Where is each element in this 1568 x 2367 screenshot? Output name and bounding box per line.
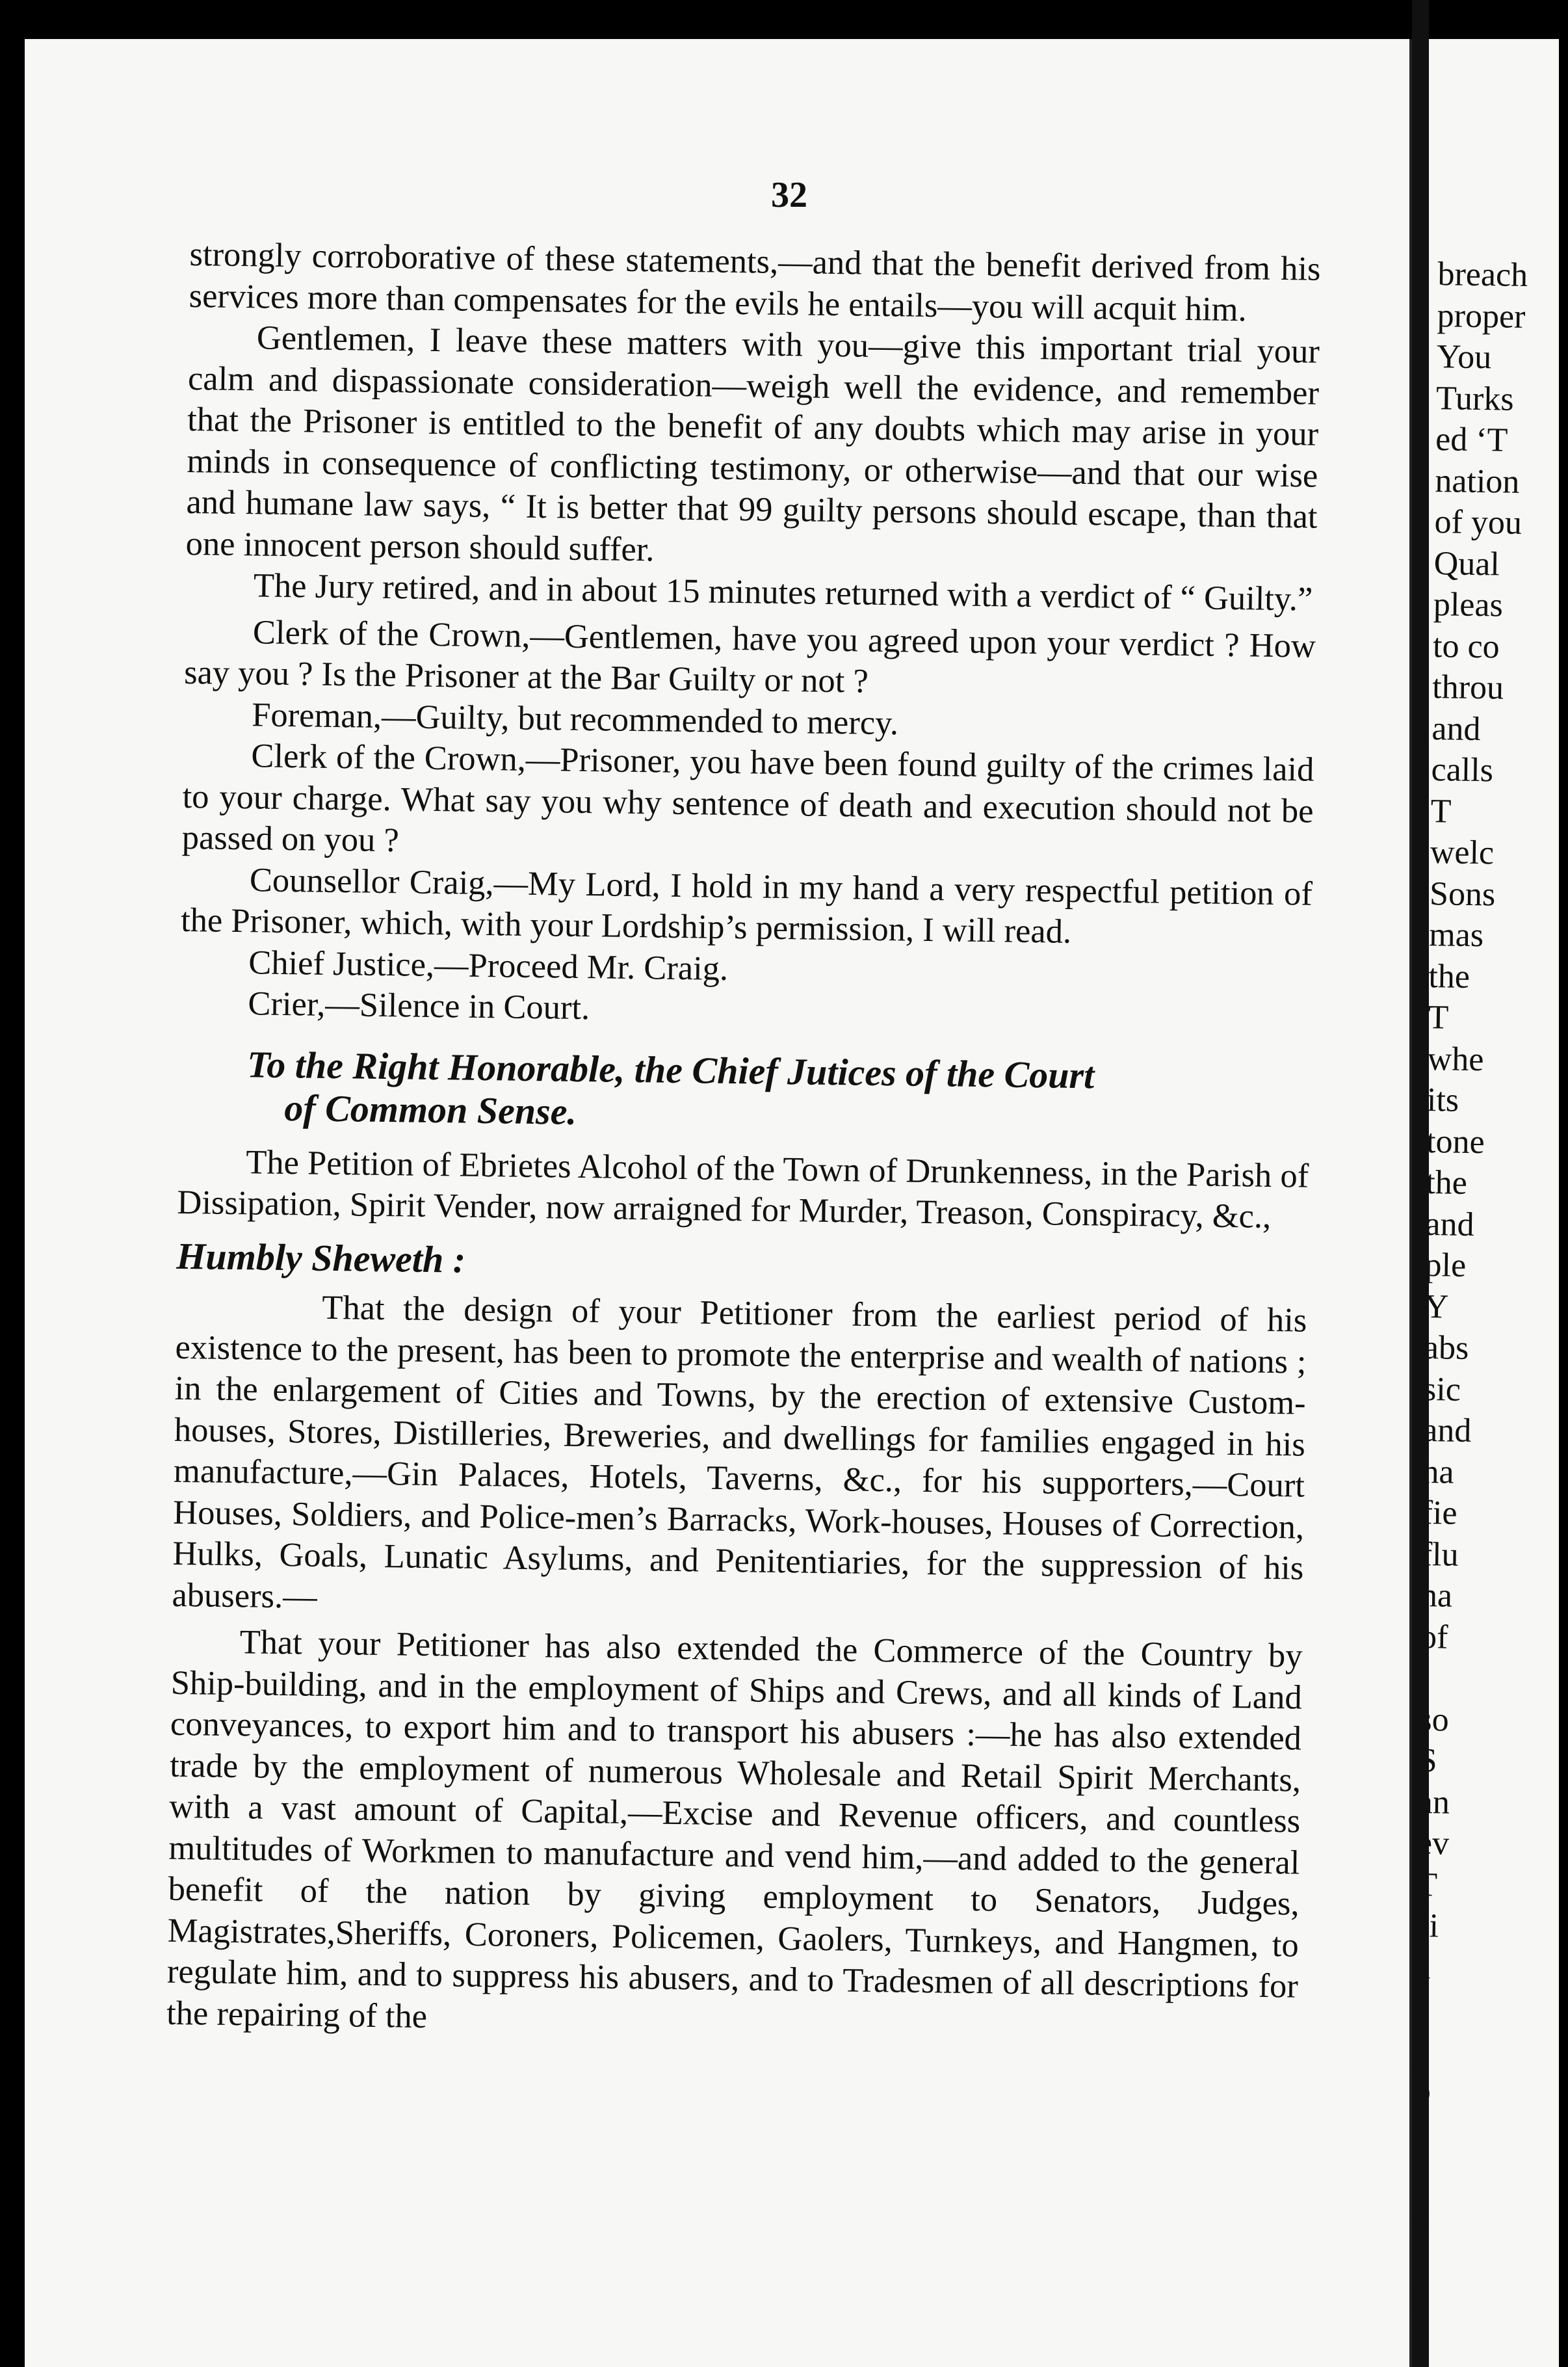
- right-page-fragment: nation: [1435, 462, 1520, 501]
- right-page-fragment: j: [1414, 2031, 1424, 2069]
- right-page-fragment: Turks: [1435, 379, 1514, 418]
- right-page-fragment: [1413, 2111, 1544, 2154]
- right-page-fragment: breach: [1437, 256, 1528, 294]
- petition-intro: The Petition of Ebrietes Alcohol of the Town of Drunkenness, in the Parish of Dissipation, Spirit Vender, now arraigned for Murder, Treason, Conspiracy, &c.,: [177, 1143, 1309, 1236]
- right-page-fragment: I: [1411, 2279, 1423, 2316]
- right-page-fragment: ed ‘T: [1435, 421, 1508, 459]
- right-page-fragment: ha: [1420, 1577, 1453, 1615]
- paragraph-clerk-verdict: Clerk of the Crown,—Gentlemen, have you agreed upon your verdict ? How say you ? Is the Prisoner at the Bar Guilty or not ?: [183, 613, 1316, 700]
- right-page-fragment: Y: [1424, 1288, 1449, 1326]
- right-page-fragment: sic: [1422, 1370, 1461, 1408]
- right-page-fragment: ha: [1422, 1453, 1454, 1491]
- paragraph-gentlemen: Gentlemen, I leave these matters with you—give this important trial your calm and dispassionate consideration—weigh well the evidence, and remember that the Prisoner is entitled to the benefit of any doubts which may arise in your minds in consequence of conflicting testimony, or otherwise—and that our wise and humane law says, “ It is better that 99 guilty persons should escape, than that one innocent person should suffer.: [185, 319, 1320, 568]
- right-page-fragment: c: [1412, 2196, 1428, 2234]
- right-page-fragment: throu: [1431, 668, 1504, 707]
- right-page-fragment: and: [1422, 1412, 1472, 1450]
- paragraph-closing-argument: strongly corroborative of these statements,—and that the benefit derived from his services more than compensates for the evils he entails—you will acquit him.: [189, 235, 1321, 328]
- petition-heading-line1: To the Right Honorable, the Chief Jutices of the Court: [246, 1042, 1095, 1096]
- right-page-fragment: You: [1436, 338, 1492, 377]
- right-page-fragment: S: [1418, 1741, 1437, 1780]
- right-page-fragment: abs: [1423, 1329, 1469, 1367]
- right-page-fragment: T: [1428, 999, 1449, 1037]
- right-page-fragment: Sons: [1429, 875, 1496, 913]
- right-page-fragment: ev: [1417, 1824, 1450, 1862]
- right-page-fragment: of: [1419, 1618, 1448, 1656]
- right-page-fragment: its: [1426, 1081, 1459, 1119]
- paragraph-chief-justice: Chief Justice,—Proceed Mr. Craig.: [248, 943, 729, 988]
- right-page-fragment: of you: [1434, 503, 1522, 542]
- right-page-fragment: and: [1431, 709, 1481, 748]
- right-page-fragment: to co: [1432, 627, 1500, 665]
- right-page-fragment: T: [1416, 1866, 1438, 1903]
- paragraph-jury-retired: The Jury retired, and in about 15 minutes returned with a verdict of “ Guilty.”: [253, 566, 1313, 618]
- right-page-fragment: tone: [1426, 1122, 1485, 1161]
- right-page-fragment: a: [1415, 1948, 1431, 1986]
- right-page-fragment: an: [1417, 1783, 1450, 1821]
- petition-paragraph-2: That your Petitioner has also extended the Commerce of the Country by Ship-building, and in the employment of Ships and Crews, and all kinds of Land conveyances, to export him and to transport his abusers :—he has also extended trade by the employment of numerous Wholesale and Retail Spirit Merchants, with a vast amount of Capital,—Excise and Revenue officers, and countless multitudes of Workmen to manufacture and vend him,—and added to the general benefit of the nation by giving employment to Senators, Judges, Magistrates,Sheriffs, Coroners, Policemen, Gaolers, Turnkeys, and Hangmen, to regulate him, and to suppress his abusers, and to Tradesmen of all descriptions for the repairing of the: [166, 1623, 1303, 2035]
- right-page-fragment: T: [1430, 792, 1452, 830]
- right-page-fragment: [1411, 2236, 1542, 2279]
- right-page-fragment: fie: [1421, 1494, 1457, 1532]
- right-page-fragment: so: [1418, 1700, 1450, 1739]
- right-page-fragment: whe: [1427, 1040, 1484, 1078]
- paragraph-counsellor: Counsellor Craig,—My Lord, I hold in my hand a very respectful petition of the Prisoner, which, with your Lordship’s permission, I will read.: [180, 860, 1313, 951]
- right-page-fragment: and: [1425, 1205, 1474, 1243]
- right-page-fragment: p: [1413, 2072, 1431, 2110]
- right-page-fragment: pleas: [1433, 586, 1504, 624]
- right-page: [1411, 39, 1559, 2367]
- right-page-text: [1402, 254, 1568, 2320]
- page-body: [166, 234, 1321, 2049]
- petition-heading: [178, 1042, 1311, 1143]
- right-page-fragment: the: [1428, 957, 1470, 996]
- right-page-fragment: calls: [1431, 751, 1494, 789]
- right-page-fragment: welc: [1430, 834, 1495, 872]
- right-page-fragment: ple: [1424, 1247, 1467, 1284]
- petition-heading-line2: of Common Sense.: [284, 1086, 577, 1133]
- right-page-fragment: s: [1415, 1989, 1429, 2028]
- right-page-fragment: [1413, 2153, 1543, 2196]
- petition-sheweth: Humbly Sheweth :: [176, 1234, 466, 1281]
- paragraph-crier: Crier,—Silence in Court.: [248, 985, 590, 1027]
- right-page-fragment: [1419, 1658, 1550, 1700]
- right-page-fragment: proper: [1437, 297, 1526, 336]
- petition-paragraph-1: That the design of your Petitioner from the earliest period of his existence to the present, has been to promote the enterprise and wealth of nations ; in the enlargement of Cities and Towns, by the erection of extensive Custom-houses, Stores, Distilleries, Breweries, and dwellings for families engaged in his manufacture,—Gin Palaces, Hotels, Taverns, &c., for his supporters,—Court Houses, Soldiers, and Police-men’s Barracks, Work-houses, Houses of Correction, Hulks, Goals, Lunatic Asylums, and Penitentiaries, for the suppression of his abusers.—: [172, 1288, 1307, 1616]
- right-page-fragment: the: [1425, 1164, 1468, 1202]
- right-page-fragment: Qual: [1433, 544, 1500, 583]
- paragraph-foreman: Foreman,—Guilty, but recommended to mercy.: [251, 695, 899, 742]
- right-page-fragment: flu: [1420, 1535, 1459, 1574]
- paragraph-clerk-sentence: Clerk of the Crown,—Prisoner, you have been found guilty of the crimes laid to your charge. What say you why sentence of death and execution should not be passed on you ?: [181, 737, 1314, 860]
- page-number: 32: [771, 175, 807, 215]
- right-page-fragment: mas: [1428, 916, 1484, 955]
- right-page-fragment: si: [1415, 1907, 1439, 1945]
